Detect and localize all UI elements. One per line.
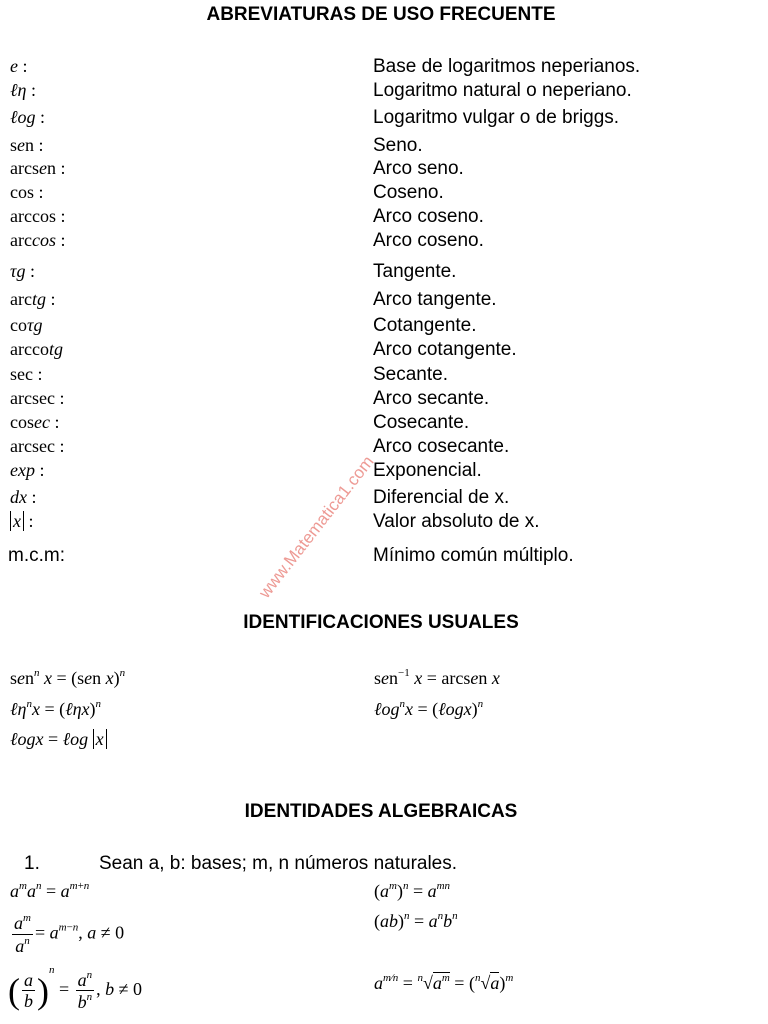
abbr-description: Arco secante.: [373, 388, 490, 409]
abbr-description: Tangente.: [373, 261, 457, 282]
abbr-description: Valor absoluto de x.: [373, 511, 540, 532]
identity-formula: $a^{m⁄n} = ^n√a^m = (^n√a)^m$: [374, 972, 514, 993]
abbr-row: [0, 289, 768, 313]
abbr-symbol: e :: [10, 56, 28, 76]
abbr-row: [0, 545, 768, 569]
abbr-symbol: ℓog :: [10, 107, 46, 127]
abbr-description: Arco coseno.: [373, 206, 484, 227]
identification-formula: ℓog$^n$x = (ℓogx)$^n$: [374, 698, 484, 719]
abbr-description: Cosecante.: [373, 412, 470, 433]
abbr-row: [0, 182, 768, 206]
abbr-symbol: arctg :: [10, 289, 56, 309]
abbr-symbol: arccos :: [10, 230, 66, 250]
abbr-row: [0, 107, 768, 131]
abbr-description: Seno.: [373, 135, 423, 156]
identity-formula: ( $\frac{a}{b}$ )$^n$ = $\frac{a^n}{b^n}$ , b ≠ 0: [8, 964, 143, 1013]
abbr-description: Base de logaritmos neperianos.: [373, 56, 641, 77]
abbr-row: [0, 206, 768, 230]
abbr-symbol: cosec :: [10, 412, 60, 432]
abbr-description: Exponencial.: [373, 460, 482, 481]
abbr-row: [0, 339, 768, 363]
abbr-symbol: arcsec :: [10, 388, 65, 408]
identification-formula: sen$^n$ x = (sen x)$^n$: [10, 667, 126, 688]
abbr-row: [0, 412, 768, 436]
abbr-symbol: τg :: [10, 261, 35, 281]
identity-item: [24, 853, 457, 875]
identification-formula: ℓη$^n$x = (ℓηx)$^n$: [10, 698, 102, 719]
item-number: 1.: [24, 853, 40, 874]
abbr-row: [0, 135, 768, 159]
abbr-symbol: arccotg: [10, 339, 63, 359]
abbr-description: Logaritmo natural o neperiano.: [373, 80, 632, 101]
abbr-symbol: arcsen :: [10, 158, 66, 178]
identity-formula: $\frac{a^m}{a^n}$ = $a^{m-n}$, a ≠ 0: [14, 912, 125, 956]
abbr-description: Mínimo común múltiplo.: [373, 545, 574, 566]
abbr-row: [0, 511, 768, 535]
abbr-symbol: sen :: [10, 135, 44, 155]
abbr-description: Arco cotangente.: [373, 339, 517, 360]
abbr-row: [0, 261, 768, 285]
abbr-row: [0, 230, 768, 254]
abbr-description: Arco seno.: [373, 158, 464, 179]
abbr-row: [0, 487, 768, 511]
identity-formula: $a^ma^n = a^{m+n}$: [10, 880, 90, 901]
identification-formula: ℓogx = ℓog x: [10, 729, 107, 750]
item-text: Sean a, b: bases; m, n números naturales.: [99, 853, 458, 874]
abbr-row: [0, 436, 768, 460]
identities-heading: IDENTIDADES ALGEBRAICAS: [244, 801, 518, 822]
identifications-heading: IDENTIFICACIONES USUALES: [243, 612, 519, 633]
abbr-description: Cotangente.: [373, 315, 477, 336]
abbr-symbol: dx :: [10, 487, 37, 507]
abbr-row: [0, 364, 768, 388]
abbr-row: [0, 315, 768, 339]
abbr-description: Logaritmo vulgar o de briggs.: [373, 107, 620, 128]
abbr-row: [0, 460, 768, 484]
abbr-symbol: exp :: [10, 460, 45, 480]
abbr-symbol: arccos :: [10, 206, 66, 226]
abbr-symbol: m.c.m:: [8, 545, 65, 566]
abbr-symbol: arcsec :: [10, 436, 65, 456]
abbr-description: Secante.: [373, 364, 448, 385]
abbr-description: Coseno.: [373, 182, 444, 203]
abbr-symbol: sec :: [10, 364, 43, 384]
abbr-row: [0, 158, 768, 182]
abbr-symbol: coτg: [10, 315, 43, 335]
abbr-symbol: x :: [10, 511, 34, 532]
identification-formula: sen$^{-1}$ x = arcsen x: [374, 667, 500, 688]
identity-formula: $(ab)^n = a^nb^n$: [374, 910, 458, 931]
watermark: www.Matematica1.com: [255, 452, 378, 602]
abbr-symbol: ℓη :: [10, 80, 36, 100]
abbr-row: [0, 388, 768, 412]
abbreviations-heading: ABREVIATURAS DE USO FRECUENTE: [206, 4, 556, 25]
abbr-row: [0, 56, 768, 80]
abbr-description: Diferencial de x.: [373, 487, 510, 508]
abbr-description: Arco cosecante.: [373, 436, 510, 457]
abbr-symbol: cos :: [10, 182, 44, 202]
identity-formula: $(a^m)^n = a^{mn}$: [374, 880, 451, 901]
abbr-description: Arco tangente.: [373, 289, 497, 310]
abbr-row: [0, 80, 768, 104]
abbr-description: Arco coseno.: [373, 230, 484, 251]
